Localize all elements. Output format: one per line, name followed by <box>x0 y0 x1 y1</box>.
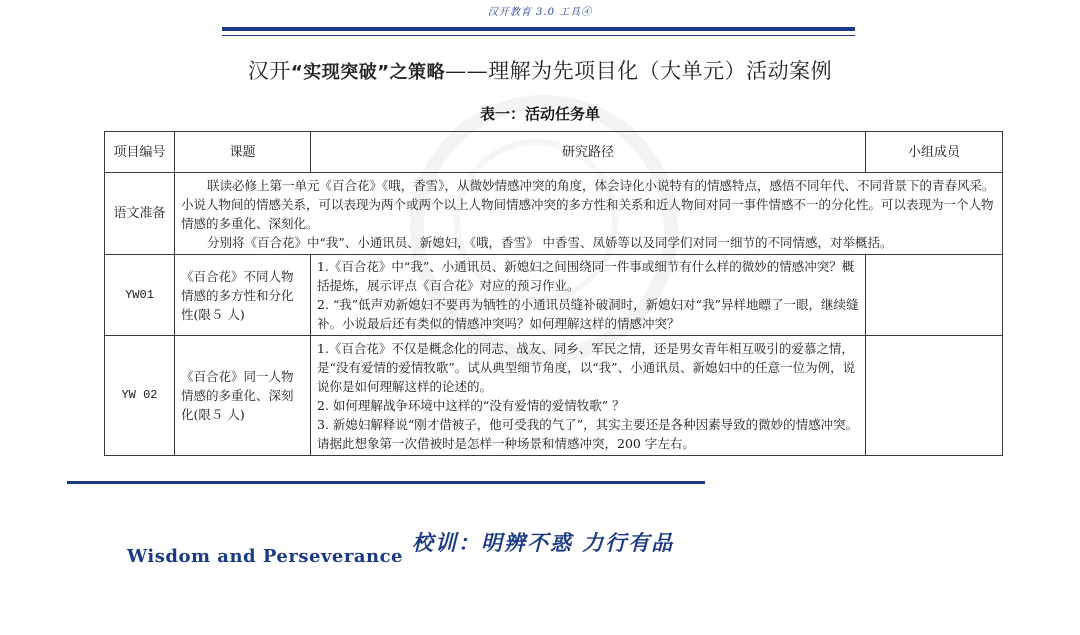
row-members[interactable] <box>866 255 1003 336</box>
path-item: 2. “我”低声劝新媳妇不要再为牺牲的小通讯员缝补破洞时，新媳妇对“我”异样地瞟了一眼，继续缝补。小说最后还有类似的情感冲突吗？如何理解这样的情感冲突？ <box>317 297 859 331</box>
title-emphasis: “实现突破”之策略 <box>290 62 446 83</box>
footer-english-slogan: Wisdom and Perseverance <box>127 546 404 567</box>
row-research-path <box>311 255 866 336</box>
table-row <box>105 336 1003 456</box>
header-project-id: 项目编号 <box>105 132 175 173</box>
table-row <box>105 255 1003 336</box>
header-rule-thin <box>222 35 855 36</box>
activity-task-table <box>104 131 1003 456</box>
prep-paragraph: 联读必修上第一单元《百合花》《哦，香雪》，从微妙情感冲突的角度，体会诗化小说特有的情感特点，感悟不同年代、不同背景下的青春风采。小说人物间的情感关系，可以表现为两个或两个以上人物间情感冲突的多方性和关系和近人物间对同一事件情感不一的分化性。可以表现为一个人物情感的多重化、深刻化。 <box>181 177 995 231</box>
row-id: YW01 <box>105 255 175 336</box>
footer-rule <box>67 481 705 484</box>
row-topic: 《百合花》同一人物情感的多重化、深刻化(限５ 人) <box>175 336 311 456</box>
prep-content <box>175 173 1003 255</box>
row-research-path <box>311 336 866 456</box>
header-research-path: 研究路径 <box>311 132 866 173</box>
title-prefix: 汉开 <box>247 59 291 83</box>
title-suffix: ——理解为先项目化（大单元）活动案例 <box>445 59 833 83</box>
row-topic: 《百合花》不同人物情感的多方性和分化性(限５ 人) <box>175 255 311 336</box>
document-title <box>0 55 1080 85</box>
school-motto: 校训：明辨不惑 力行有品 <box>412 531 675 555</box>
path-item: 1.《百合花》中“我”、小通讯员、新媳妇之间围绕同一件事或细节有什么样的微妙的情感冲突？概括提炼，展示评点《百合花》对应的预习作业。 <box>317 259 855 293</box>
table-header-row <box>105 132 1003 173</box>
path-item: 1.《百合花》不仅是概念化的同志、战友、同乡、军民之情，还是男女青年相互吸引的爱慕之情，是“没有爱情的爱情牧歌”。试从典型细节角度，以“我”、小通讯员、新媳妇中的任意一位为例，说说你是如何理解这样的论述的。 <box>317 340 856 394</box>
path-item: 3. 新媳妇解释说“刚才借被子，他可受我的气了”，其实主要还是各种因素导致的微妙的情感冲突。请据此想象第一次借被时是怎样一种场景和情感冲突，200 字左右。 <box>317 416 859 451</box>
prep-row <box>105 173 1003 255</box>
path-item: 2. 如何理解战争环境中这样的“没有爱情的爱情牧歌” ？ <box>317 397 625 413</box>
header-brand: 汉开教育 3.0 工具④ <box>487 7 593 18</box>
header-topic: 课题 <box>175 132 311 173</box>
prep-paragraph: 分别将《百合花》中“我”、小通讯员、新媳妇，《哦，香雪》 中香雪、凤娇等以及同学们对同一细节的不同情感，对举概括。 <box>207 234 893 250</box>
header-rule-thick <box>222 27 855 31</box>
table-title: 表一：活动任务单 <box>479 105 600 123</box>
row-members[interactable] <box>866 336 1003 456</box>
prep-label: 语文准备 <box>105 173 175 255</box>
row-id: YW 02 <box>105 336 175 456</box>
header-group-members: 小组成员 <box>866 132 1003 173</box>
